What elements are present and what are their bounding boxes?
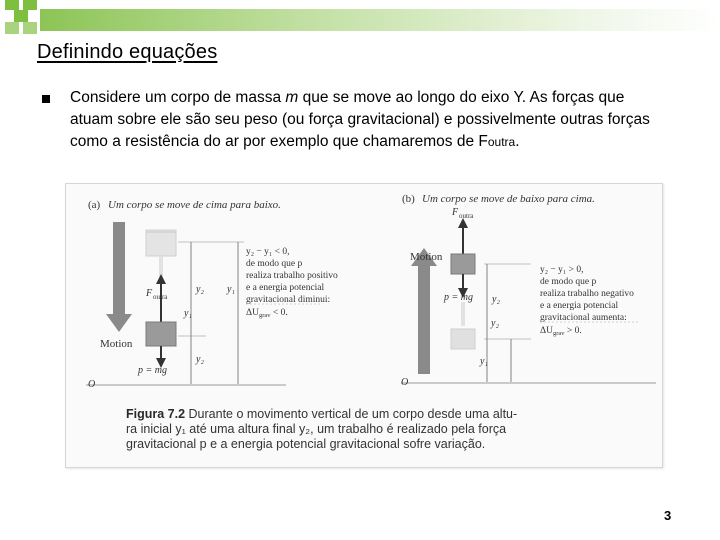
figure-caption	[126, 407, 606, 452]
panel-a-y2-label: y₂	[196, 354, 204, 365]
panel-a-delta-u: $\Delta U_{grav} < 0$.	[246, 308, 288, 319]
figure-caption-label: Figura 7.2	[126, 407, 186, 421]
panel-a-y2-top: y₂	[196, 284, 204, 295]
panel-b-y2-mid: y₂	[492, 294, 500, 305]
motion-arrow-up	[411, 248, 437, 374]
bullet-text-part: Considere um corpo de massa	[70, 89, 286, 106]
bullet-text-part: .	[515, 133, 520, 150]
bullet-text	[70, 87, 660, 153]
block-final-position	[146, 322, 176, 346]
panel-b-eq2: de modo que p	[540, 277, 597, 287]
panel-b-f-sub: outra	[459, 212, 474, 220]
panel-b-f-label: F	[452, 207, 459, 218]
panel-b-eq4: e a energia potencial	[540, 301, 619, 311]
figure-caption-line3: gravitacional p e a energia potencial gravitacional sofre variação.	[126, 437, 486, 451]
block-initial-position-b	[451, 329, 475, 349]
panel-a-eq4: e a energia potencial	[246, 283, 325, 293]
panel-b-delta-u: $\Delta U_{grav} > 0$.	[540, 326, 582, 337]
header-decoration-square	[23, 0, 37, 10]
panel-b-weight-eq: p = mg	[444, 292, 473, 303]
slide-title: Definindo equações	[37, 41, 218, 63]
page-number: 3	[664, 508, 672, 523]
motion-arrow-down	[106, 222, 132, 332]
panel-b-label: (b)	[402, 193, 415, 205]
header-decoration-square	[5, 22, 19, 34]
panel-b-origin: O	[401, 377, 409, 388]
force-subscript: outra	[487, 135, 516, 149]
bullet-text-part: que se move ao longo do eixo Y. As forças que atuam sobre ele são seu peso (ou força gravitacional) e possivelmente outras forças como a resistência do ar por exemplo que chamaremos de F	[70, 89, 650, 150]
panel-a-eq2: de modo que p	[246, 259, 303, 269]
panel-b-motion-label: Motion	[410, 251, 443, 263]
panel-b-y2-label: y₂	[491, 318, 499, 329]
header-decoration-square	[14, 10, 28, 22]
panel-a-caption: Um corpo se move de cima para baixo.	[108, 199, 281, 211]
panel-a-f-label: F	[146, 288, 153, 299]
panel-b-caption: Um corpo se move de baixo para cima.	[422, 193, 595, 205]
panel-b-equations	[540, 265, 636, 323]
figure-caption-line1: Durante o movimento vertical de um corpo desde uma altu-	[185, 407, 518, 421]
header-decoration-square	[5, 0, 19, 10]
panel-a-weight-eq: p = mg	[138, 365, 167, 376]
panel-a-eq1: y₂ − y₁ < 0,	[246, 247, 290, 257]
header-decoration-bar	[40, 9, 720, 31]
block-initial-position	[146, 230, 176, 256]
panel-b-y1-label: y₁	[480, 356, 488, 367]
panel-a-eq5: gravitacional diminui:	[246, 295, 331, 305]
header-decoration-square	[23, 22, 37, 34]
panel-b-eq5: gravitacional aumenta:	[540, 313, 627, 323]
panel-a-y1-top: y₁	[227, 284, 235, 295]
panel-a-equations	[246, 247, 340, 305]
panel-a-label: (a)	[88, 199, 101, 211]
mass-symbol: m	[285, 89, 299, 106]
panel-a-eq3: realiza trabalho positivo	[246, 271, 338, 281]
panel-a-motion-label: Motion	[100, 338, 133, 350]
panel-a-y1-label: y₁	[184, 308, 192, 319]
figure-7-2	[65, 183, 663, 468]
panel-a-origin: O	[88, 379, 96, 390]
figure-caption-line2: ra inicial y₁ até uma altura final y₂, um trabalho é realizado pela força	[126, 422, 507, 436]
bullet-square-icon	[42, 95, 50, 103]
panel-a-f-sub: outra	[153, 293, 168, 301]
panel-b-eq3: realiza trabalho negativo	[540, 289, 634, 299]
block-final-position-b	[451, 254, 475, 274]
panel-b-eq1: y₂ − y₁ > 0,	[540, 265, 584, 275]
